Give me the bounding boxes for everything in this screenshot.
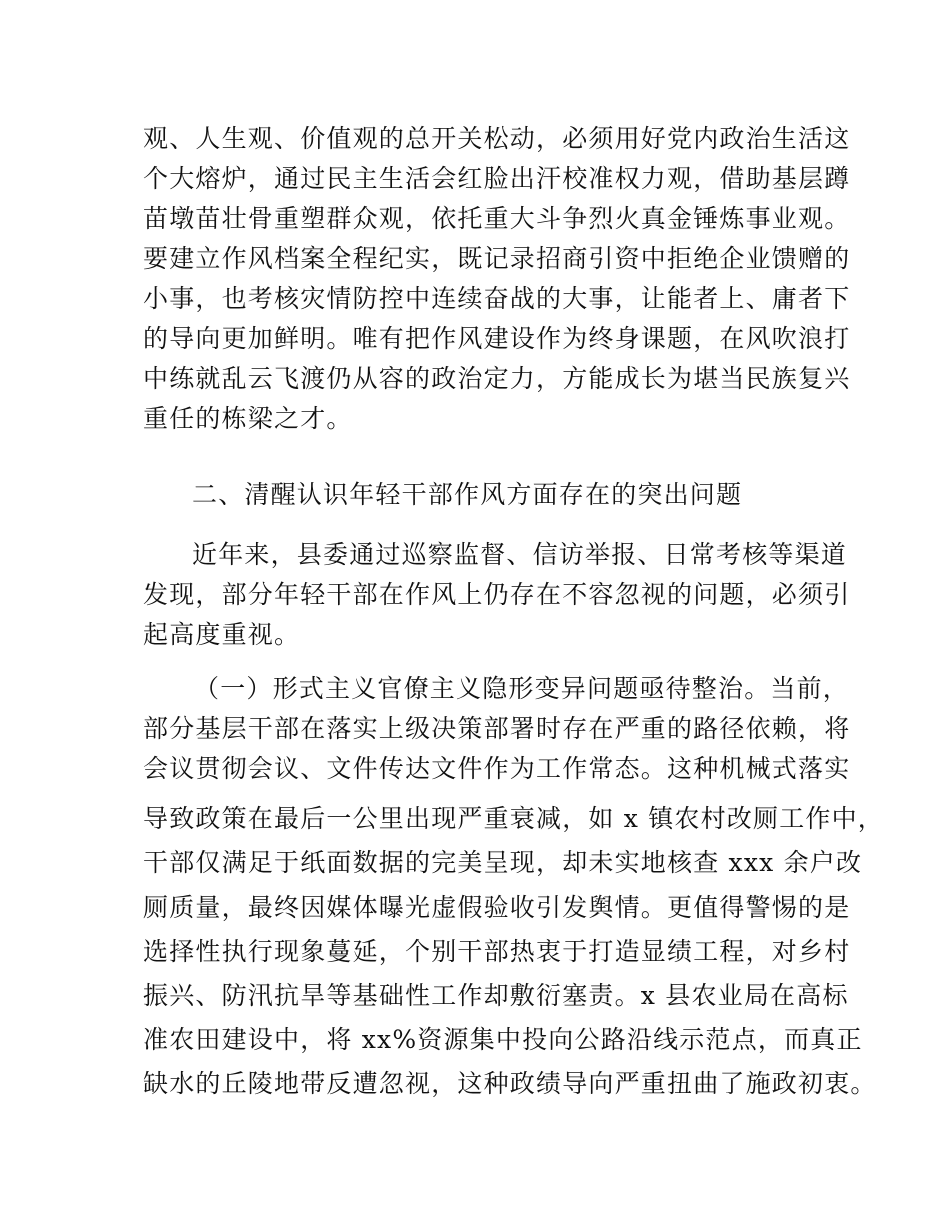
paragraph-1-line-3: 苗墩苗壮骨重塑群众观，依托重大斗争烈火真金锤炼事业观。: [143, 204, 851, 233]
paragraph-3-line-3: 会议贯彻会议、文件传达文件作为工作常态。这种机械式落实: [143, 754, 851, 783]
paragraph-2-line-1: 近年来，县委通过巡察监督、信访举报、日常考核等渠道: [192, 540, 848, 569]
paragraph-3-line-2: 部分基层干部在落实上级决策部署时存在严重的路径依赖，将: [143, 714, 851, 743]
paragraph-1-line-2: 个大熔炉，通过民主生活会红脸出汗校准权力观，借助基层蹲: [143, 164, 851, 193]
section-heading: 二、清醒认识年轻干部作风方面存在的突出问题: [192, 480, 743, 509]
paragraph-3-line-10: 缺水的丘陵地带反遭忽视，这种政绩导向严重扭曲了施政初衷。: [143, 1069, 877, 1098]
paragraph-3-line-5: 干部仅满足于纸面数据的完美呈现，却未实地核查 xxx 余户改: [143, 848, 863, 877]
paragraph-1-line-1: 观、人生观、价值观的总开关松动，必须用好党内政治生活这: [143, 124, 851, 153]
paragraph-3-line-9: 准农田建设中，将 xx%资源集中投向公路沿线示范点，而真正: [143, 1025, 863, 1054]
paragraph-1-line-4: 要建立作风档案全程纪实，既记录招商引资中拒绝企业馈赠的: [143, 244, 851, 273]
paragraph-2-line-2: 发现，部分年轻干部在作风上仍存在不容忽视的问题，必须引: [143, 580, 851, 609]
paragraph-3-line-6: 厕质量，最终因媒体曝光虚假验收引发舆情。更值得警惕的是: [143, 893, 851, 922]
paragraph-2-line-3: 起高度重视。: [143, 620, 301, 649]
paragraph-3-line-4: 导致政策在最后一公里出现严重衰减，如 x 镇农村改厕工作中，: [143, 804, 884, 833]
paragraph-3-line-7: 选择性执行现象蔓延，个别干部热衷于打造显绩工程，对乡村: [143, 937, 851, 966]
paragraph-3-line-1: （一）形式主义官僚主义隐形变异问题亟待整治。当前，: [194, 674, 850, 703]
paragraph-1-line-7: 中练就乱云飞渡仍从容的政治定力，方能成长为堪当民族复兴: [143, 364, 851, 393]
paragraph-1-line-5: 小事，也考核灾情防控中连续奋战的大事，让能者上、庸者下: [143, 284, 851, 313]
paragraph-1-line-6: 的导向更加鲜明。唯有把作风建设作为终身课题，在风吹浪打: [143, 324, 851, 353]
paragraph-1-line-8: 重任的栋梁之才。: [143, 404, 353, 433]
paragraph-3-line-8: 振兴、防汛抗旱等基础性工作却敷衍塞责。x 县农业局在高标: [143, 981, 849, 1010]
